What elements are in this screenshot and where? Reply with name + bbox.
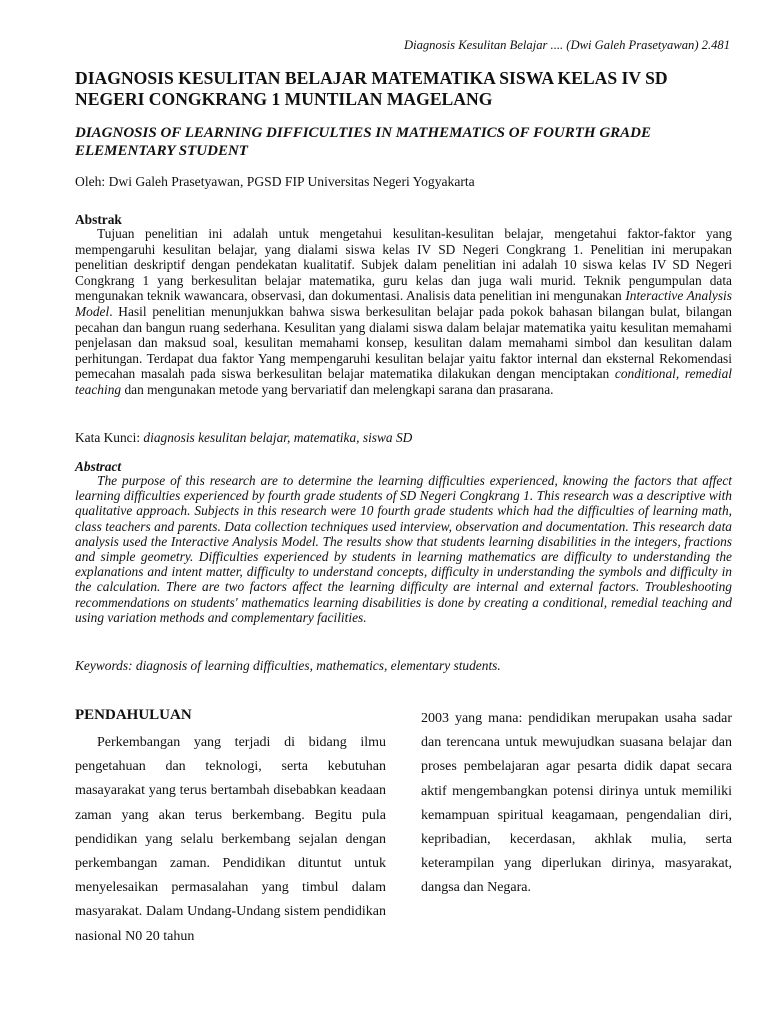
paper-subtitle: DIAGNOSIS OF LEARNING DIFFICULTIES IN MATHEMATICS OF FOURTH GRADE ELEMENTARY STUDENT bbox=[75, 125, 651, 159]
body-text-left: Perkembangan yang terjadi di bidang ilmu pengetahuan dan teknologi, serta kebutuhan masayarakat yang terus bertambah disebabkan keadaan zaman yang akan terus berkembang. Begitu pula pendidikan yang selalu berkembang sejalan dengan perkembangan zaman. Pendidikan dituntut untuk menyelesaikan permasalahan yang timbul dalam masyarakat. Dalam Undang-Undang sistem pendidikan nasional N0 20 tahun bbox=[75, 735, 386, 944]
author-line: Oleh: Dwi Galeh Prasetyawan, PGSD FIP Universitas Negeri Yogyakarta bbox=[75, 174, 475, 189]
abstract-body bbox=[75, 473, 732, 625]
body-column-left bbox=[75, 731, 386, 949]
kata-kunci-label: Kata Kunci: bbox=[75, 430, 144, 445]
abstrak-italic-2: conditional, remedial teaching bbox=[75, 366, 732, 397]
paper-title: DIAGNOSIS KESULITAN BELAJAR MATEMATIKA SISWA KELAS IV SD NEGERI CONGKRANG 1 MUNTILAN MAGELANG bbox=[75, 68, 668, 109]
section-heading: PENDAHULUAN bbox=[75, 707, 192, 723]
body-column-right: 2003 yang mana: pendidikan merupakan usaha sadar dan terencana untuk mewujudkan suasana belajar dan proses pembelajaran agar pesarta didik dapat secara aktif mengembangkan potensi dirinya untuk memiliki kemampuan spiritual keagamaan, pengendalian diri, kepribadian, kecerdasan, akhlak mulia, serta keterampilan yang diperlukan dirinya, masyarakat, dangsa dan Negara. bbox=[421, 711, 732, 896]
abstrak-heading: Abstrak bbox=[75, 212, 122, 227]
abstrak-text-1: Tujuan penelitian ini adalah untuk mengetahui kesulitan-kesulitan belajar, mengetahui faktor-faktor yang mempengaruhi kesulitan belajar, yang dialami siswa kelas IV SD Negeri Congkrang 1. Penelitian ini merupakan penelitian deskriptif dengan pendekatan kualitatif. Subjek dalam penelitian ini adalah 10 siswa kelas IV SD Negeri Congkrang 1 yang berkesulitan belajar matematika, guru kelas dan juga wali murid. Teknik pengumpulan data mengunakan teknik wawancara, observasi, dan dokumentasi. Analisis data penelitian ini mengunakan bbox=[75, 226, 732, 304]
abstrak-text-3: dan mengunakan metode yang bervariatif dan melengkapi sarana dan prasarana. bbox=[121, 381, 554, 397]
abstrak-body bbox=[75, 226, 732, 398]
abstract-text: The purpose of this research are to determine the learning difficulties experienced, knowing the factors that affect learning difficulties experienced by fourth grade students of SD Negeri Congkrang 1. This research was a descriptive with qualitative approach. Subjects in this research were 10 fourth grade students which had the difficulties of learning math, class teachers and parents. Data collection techniques used interview, observation and documentation. This research data analysis used the Interactive Analysis Model. The results show that students learning disabilities in the integers, fractions and simple geometry. Difficulties experienced by students in learning mathematics are difficulty to understanding the explanations and intent matter, difficulty to understand concepts, difficulty in understanding the symbols and difficulty in the calculation. There are two factors affect the learning difficulty are internal and external factors. Troubleshooting recommendations on students' mathematics learning disabilities is done by creating a conditional, remedial teaching and using variation methods and complementary facilities. bbox=[75, 473, 732, 625]
kata-kunci-value: diagnosis kesulitan belajar, matematika, siswa SD bbox=[143, 430, 413, 445]
running-head: Diagnosis Kesulitan Belajar .... (Dwi Galeh Prasetyawan) 2.481 bbox=[403, 38, 730, 52]
abstrak-text-2: . Hasil penelitian menunjukkan bahwa siswa berkesulitan belajar pada pokok bahasan bilangan bulat, bilangan pecahan dan bangun ruang sederhana. Kesulitan yang dialami siswa dalam belajar matematika yaitu kesulitan memahami penjelasan dan maksud soal, kesulitan memahami konsep, kesulitan dalam memahami simbol dan kesulitan dalam perhitungan. Terdapat dua faktor Yang mempengaruhi kesulitan belajar yaitu faktor internal dan eksternal Rekomendasi pemecahan masalah pada siswa berkesulitan belajar matematika dilakukan dengan menciptakan bbox=[75, 303, 732, 382]
keywords-line: Keywords: diagnosis of learning difficulties, mathematics, elementary students. bbox=[75, 658, 501, 673]
abstrak-italic-1: Interactive Analysis Model bbox=[75, 288, 732, 319]
abstract-heading: Abstract bbox=[75, 459, 122, 474]
kata-kunci bbox=[75, 430, 412, 446]
